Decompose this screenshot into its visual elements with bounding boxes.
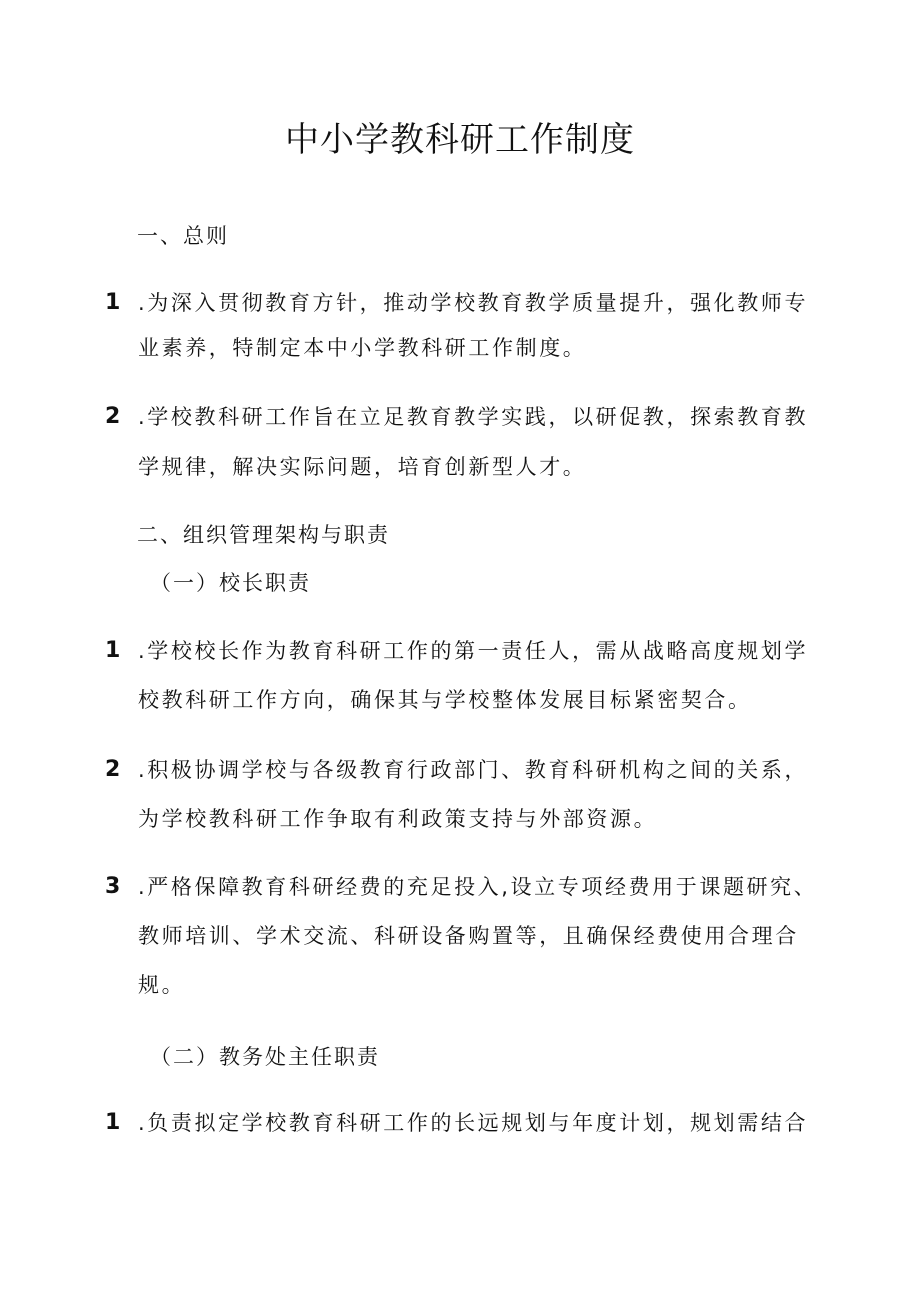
item-number: 1 xyxy=(105,290,125,315)
item-number: 1 xyxy=(105,1110,125,1135)
subsection-heading-academic-affairs: （二）教务处主任职责 xyxy=(150,1045,380,1069)
item-text-line: .积极协调学校与各级教育行政部门、教育科研机构之间的关系， xyxy=(138,758,809,782)
document-title: 中小学教科研工作制度 xyxy=(285,120,635,160)
item-number: 1 xyxy=(105,638,125,663)
item-text-line: 教师培训、学术交流、科研设备购置等，且确保经费使用合理合 xyxy=(138,924,799,948)
section-heading-general: 一、总则 xyxy=(137,224,229,248)
section-heading-organization: 二、组织管理架构与职责 xyxy=(137,523,390,547)
item-text-line: 为学校教科研工作争取有利政策支持与外部资源。 xyxy=(138,807,658,831)
item-number: 2 xyxy=(105,404,125,429)
item-number: 3 xyxy=(105,874,125,899)
item-text-line: 学规律，解决实际问题，培育创新型人才。 xyxy=(138,455,587,479)
item-text-line: .学校校长作为教育科研工作的第一责任人，需从战略高度规划学 xyxy=(138,639,809,663)
item-text-line: .为深入贯彻教育方针，推动学校教育教学质量提升，强化教师专 xyxy=(138,291,809,315)
item-number: 2 xyxy=(105,757,125,782)
subsection-heading-principal: （一）校长职责 xyxy=(150,571,311,595)
item-text-line: 规。 xyxy=(138,973,186,997)
item-text-line: .严格保障教育科研经费的充足投入,设立专项经费用于课题研究、 xyxy=(138,875,818,899)
item-text-line: 校教科研工作方向，确保其与学校整体发展目标紧密契合。 xyxy=(138,688,752,712)
item-text-line: .负责拟定学校教育科研工作的长远规划与年度计划，规划需结合 xyxy=(138,1111,809,1135)
item-text-line: .学校教科研工作旨在立足教育教学实践，以研促教，探索教育教 xyxy=(138,405,809,429)
item-text-line: 业素养，特制定本中小学教科研工作制度。 xyxy=(138,336,587,360)
